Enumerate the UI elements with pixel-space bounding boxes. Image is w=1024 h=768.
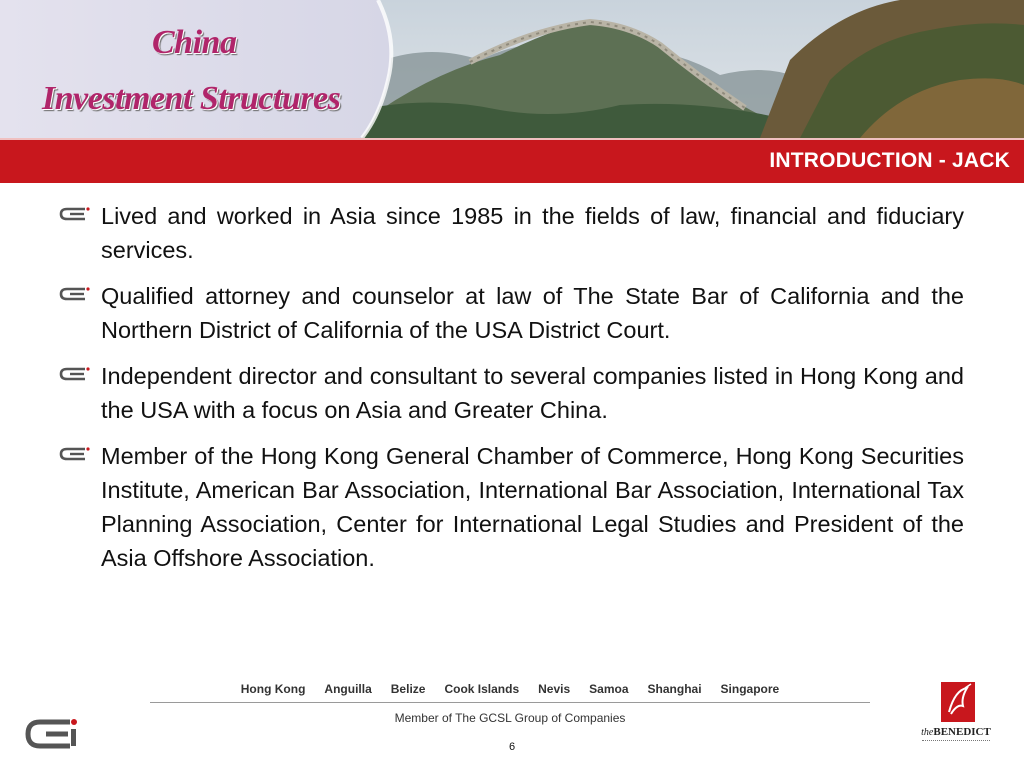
bullet-text: Member of the Hong Kong General Chamber of Commerce, Hong Kong Securities Institute, American Bar Association, International Bar Association, International Tax Planning Association, Center for International Legal Studies and President of the Asia Offshore Association. [101,443,964,571]
location-hong-kong: Hong Kong [240,682,306,696]
gi-bullet-icon [58,365,90,383]
gi-bullet-icon [58,205,90,223]
location-samoa: Samoa [589,682,629,696]
header-banner [0,0,1024,138]
bullet-text: Lived and worked in Asia since 1985 in the fields of law, financial and fiduciary services. [101,203,964,263]
location-nevis: Nevis [538,682,571,696]
list-item [58,279,964,347]
location-cook-islands: Cook Islands [444,682,520,696]
location-shanghai: Shanghai [647,682,702,696]
member-text: Member of The GCSL Group of Companies [394,711,626,725]
banner-title-line-1: China [152,24,237,61]
bullet-text: Independent director and consultant to several companies listed in Hong Kong and the USA with a focus on Asia and Greater China. [101,363,964,423]
list-item [58,199,964,267]
section-title-bar [0,138,1024,183]
gi-logo-icon [24,716,80,752]
benedict-logo-mark-icon [941,682,975,722]
page-number: 6 [508,741,516,753]
benedict-logo-underline [922,740,990,744]
bullet-text: Qualified attorney and counselor at law of The State Bar of California and the Northern District of California of the USA District Court. [101,283,964,343]
footer-divider [150,702,870,703]
list-item [58,439,964,575]
location-belize: Belize [390,682,426,696]
gi-bullet-icon [58,445,90,463]
bullet-list [58,199,964,587]
gi-bullet-icon [58,285,90,303]
location-anguilla: Anguilla [324,682,372,696]
benedict-logo-text [918,726,994,738]
list-item [58,359,964,427]
location-singapore: Singapore [720,682,780,696]
benedict-prefix: the [921,727,934,738]
benedict-name: BENEDICT [933,726,991,738]
benedict-logo [918,682,994,752]
office-locations [150,682,870,696]
section-title: INTRODUCTION - JACK [769,149,1010,172]
banner-title-line-2: Investment Structures [42,80,341,117]
